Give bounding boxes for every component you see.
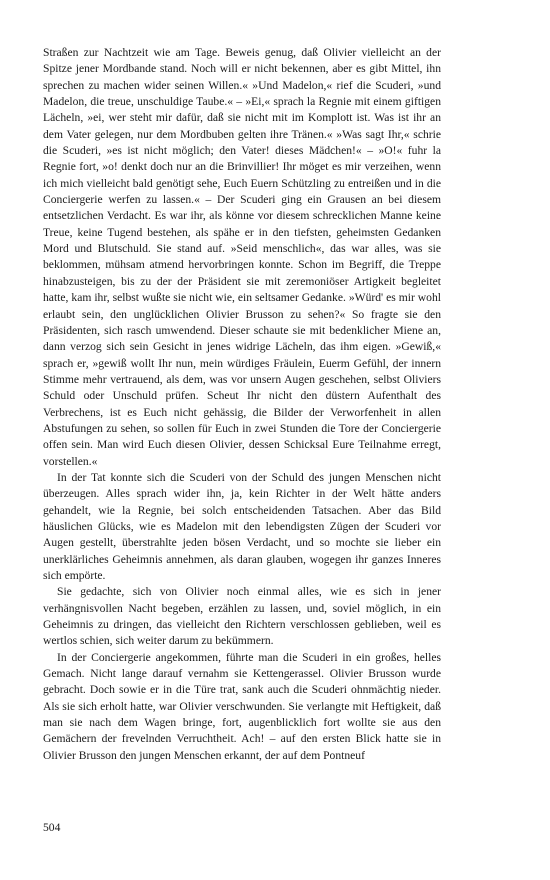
- paragraph: In der Tat konnte sich die Scuderi von der Schuld des jungen Menschen nicht überzeugen. Alles sprach wider ihn, ja, kein Richter in der Welt hätte anders gehandelt, wie la Regnie, bei solch entscheidenden Tatsachen. Aber das Bild häuslichen Glücks, wie es Madelon mit den lebendigsten Zügen der Scuderi vor Augen gestellt, überstrahlte jeden bösen Verdacht, und so mochte sie lieber ein unerklärliches Geheimnis annehmen, als daran glauben, wogegen ihr ganzes Inneres sich empörte.: [43, 470, 441, 582]
- page-number: 504: [43, 821, 61, 834]
- paragraph-continuation: Straßen zur Nachtzeit wie am Tage. Beweis genug, daß Olivier vielleicht an der Spitze jener Mordbande stand. Noch will er nicht bekennen, aber es gibt Mittel, ihn sprechen zu machen wider seinen Willen.« »Und Madelon,« rief die Scuderi, »und Madelon, die treue, unschuldige Taube.« – »Ei,« sprach la Regnie mit einem giftigen Lächeln, »ei, wer steht mir dafür, daß sie nicht mit im Komplott ist. Was ist ihr an dem Vater gelegen, nur dem Mordbuben gelten ihre Tränen.« »Was sagt Ihr,« schrie die Scuderi, »es ist nicht möglich; den Vater! dieses Mädchen!« – »O!« fuhr la Regnie fort, »o! denkt doch nur an die Brinvillier! Ihr möget es mir verzeihen, wenn ich mich vielleicht bald genötigt sehe, Euch Euern Schützling zu entreißen und in die Conciergerie werfen zu lassen.« – Der Scuderi ging ein Grausen an bei diesem entsetzlichen Verdacht. Es war ihr, als könne vor diesem schrecklichen Manne keine Treue, keine Tugend bestehen, als spähe er in den tiefsten, geheimsten Gedanken Mord und Blutschuld. Sie stand auf. »Seid menschlich«, das war alles, was sie beklommen, mühsam atmend hervorbringen konnte. Schon im Begriff, die Treppe hinabzusteigen, bis zu der der Präsident sie mit zeremoniöser Artigkeit begleitet hatte, kam ihr, selbst wußte sie nicht wie, ein seltsamer Gedanke. »Würd' es mir wohl erlaubt sein, den unglücklichen Olivier Brusson zu sehen?« So fragte sie den Präsidenten, sich rasch umwendend. Dieser schaute sie mit bedenklicher Miene an, dann verzog sich sein Gesicht in jenes widrige Lächeln, das ihm eigen. »Gewiß,« sprach er, »gewiß wollt Ihr nun, mein würdiges Fräulein, Euerm Gefühl, der innern Stimme mehr vertrauend, als dem, was vor unsern Augen geschehen, selbst Oliviers Schuld oder Unschuld prüfen. Scheut Ihr nicht den düstern Aufenthalt des Verbrechens, ist es Euch nicht gehässig, die Bilder der Verworfenheit in allen Abstufungen zu sehen, so sollen für Euch in zwei Stunden die Tore der Conciergerie offen sein. Man wird Euch diesen Olivier, dessen Schicksal Eure Teilnahme erregt, vorstellen.«: [43, 46, 441, 468]
- page-body: [43, 45, 441, 764]
- paragraph: In der Conciergerie angekommen, führte man die Scuderi in ein großes, helles Gemach. Nicht lange darauf vernahm sie Kettengerassel. Olivier Brusson wurde gebracht. Doch sowie er in die Türe trat, sank auch die Scuderi ohnmächtig nieder. Als sie sich erholt hatte, war Olivier verschwunden. Sie verlangte mit Heftigkeit, daß man sie nach dem Wagen bringe, fort, augenblicklich fort wollte sie aus den Gemächern der frevelnden Verruchtheit. Ach! – auf den ersten Blick hatte sie in Olivier Brusson den jungen Menschen erkannt, der auf dem Pontneuf: [43, 650, 441, 762]
- paragraph: Sie gedachte, sich von Olivier noch einmal alles, wie es sich in jener verhängnisvollen Nacht begeben, erzählen zu lassen, und, soviel möglich, in ein Geheimnis zu dringen, das vielleicht den Richtern verschlossen geblieben, weil es wertlos schien, sich weiter darum zu bekümmern.: [43, 585, 441, 648]
